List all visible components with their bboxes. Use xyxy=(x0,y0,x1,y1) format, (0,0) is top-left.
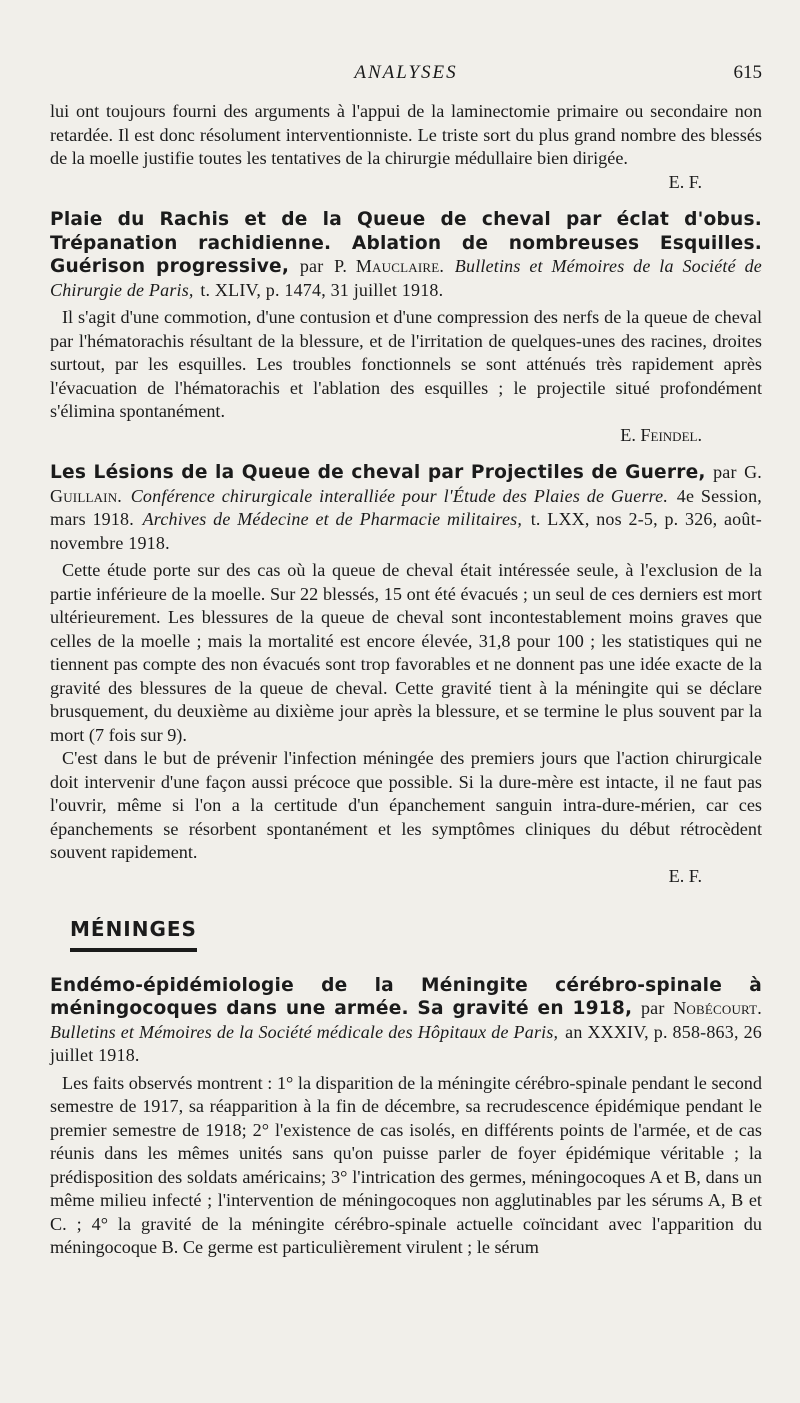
article-1 xyxy=(50,208,762,447)
article-1-reference: t. XLIV, p. 1474, 31 juillet 1918. xyxy=(200,279,444,300)
intro-signature: E. F. xyxy=(668,171,702,192)
article-1-signature: E. Feindel. xyxy=(620,424,702,445)
article-1-author: P. Mauclaire. xyxy=(334,256,445,276)
article-1-heading xyxy=(50,208,762,302)
section-meninges xyxy=(70,918,762,952)
article-3-journal: Bulletins et Mémoires de la Société médicale des Hôpitaux de Paris, xyxy=(50,1021,559,1042)
article-3-author: Nobécourt. xyxy=(673,998,762,1018)
article-2-signature: E. F. xyxy=(668,865,702,886)
article-2-reference: t. LXX, nos 2-5, p. 326, août-novembre 1918. xyxy=(50,509,762,553)
article-3 xyxy=(50,974,762,1260)
running-title: ANALYSES xyxy=(354,62,458,83)
article-2-body-1: Cette étude porte sur des cas où la queue de cheval était intéressée seule, à l'exclusion de la partie inférieure de la moelle. Sur 22 blessés, 15 ont été évacués ; un seul de ces derniers est mort ultérieurement. Les blessures de la queue de cheval sont incontestablement moins graves que celles de la moelle ; mais la mortalité est encore élevée, 31,8 pour 100 ; les statistiques qui ne tiennent pas compte des non évacués sont trop favorables et ne donnent pas une idée exacte de la gravité des blessures de la queue de cheval. Cette gravité tient à la méningite qui se déclare brusquement, du deuxième au dixième jour après la blessure, et se termine le plus souvent par la mort (7 fois sur 9). xyxy=(50,560,762,745)
article-2-by: par xyxy=(713,462,737,482)
article-2-conference: Conférence chirurgicale interalliée pour l'Étude des Plaies de Guerre. xyxy=(130,485,669,506)
article-1-by: par xyxy=(299,256,324,276)
article-1-journal: Bulletins et Mémoires de la Société de Chirurgie de Paris, xyxy=(50,256,762,300)
article-3-body: Les faits observés montrent : 1° la disparition de la méningite cérébro-spinale pendant le second semestre de 1917, sa réapparition à la fin de décembre, sa recrudescence épidémique pendant le premier semestre de 1918; 2° l'existence de cas isolés, en différents points de l'armée, et de cas réunis dans les mêmes unités sans qu'on puisse parler de foyer épidémique véritable ; la prédisposition des soldats américains; 3° l'intrication des germes, méningocoques A et B, dans un même milieu infecté ; l'intervention de méningocoques non agglutinables par les sérums A, B et C. ; 4° la gravité de la méningite cérébro-spinale actuelle coïncidant avec l'apparition du méningocoque B. Ce germe est particulièrement virulent ; le sérum xyxy=(50,1072,762,1257)
article-2-body-2: C'est dans le but de prévenir l'infection méningée des premiers jours que l'action chirurgicale doit intervenir d'une façon aussi précoce que possible. Si la dure-mère est intacte, il ne faut pas l'ouvrir, même si l'on a la certitude d'un épanchement sanguin intra-dure-mérien, car ces épanchements se résorbent spontanément et les symptômes cliniques du début rétrocèdent souvent rapidement. xyxy=(50,748,762,862)
article-3-title: Endémo-épidémiologie de la Méningite cérébro-spinale à méningocoques dans une armée. Sa gravité en 1918, xyxy=(50,974,762,1019)
article-3-reference: an XXXIV, p. 858-863, 26 juillet 1918. xyxy=(50,1021,762,1065)
article-3-by: par xyxy=(640,998,665,1018)
article-2 xyxy=(50,461,762,888)
article-2-session: 4e Session, mars 1918. xyxy=(50,485,762,529)
article-1-body: Il s'agit d'une commotion, d'une contusion et d'une compression des nerfs de la queue de cheval par l'hématorachis résultant de la blessure, et de l'irritation de quelques-unes des racines, droites surtout, par les esquilles. Les troubles fonctionnels se sont atténués très rapidement après l'évacuation de l'hématorachis et l'ablation des esquilles ; le projectile situé profondément s'élimina spontanément. xyxy=(50,307,762,421)
article-1-title: Plaie du Rachis et de la Queue de cheval par éclat d'obus. Trépanation rachidienne. Ablation de nombreuses Esquilles. Guérison progressive, xyxy=(50,209,762,277)
section-heading: MÉNINGES xyxy=(70,918,197,952)
article-2-title: Les Lésions de la Queue de cheval par Projectiles de Guerre, xyxy=(50,462,706,483)
article-2-author: G. Guillain. xyxy=(50,462,762,506)
article-2-heading xyxy=(50,461,762,555)
page-number: 615 xyxy=(733,62,762,83)
article-2-journal: Archives de Médecine et de Pharmacie militaires, xyxy=(142,509,523,529)
intro-paragraph: lui ont toujours fourni des arguments à l'appui de la laminectomie primaire ou secondaire non retardée. Il est donc résolument interventionniste. Le triste sort du plus grand nombre des blessés de la moelle justifie toutes les tentatives de la chirurgie médullaire bien dirigée. xyxy=(50,101,762,168)
page-content xyxy=(50,100,762,1260)
article-3-heading xyxy=(50,974,762,1068)
page-header xyxy=(50,62,762,90)
